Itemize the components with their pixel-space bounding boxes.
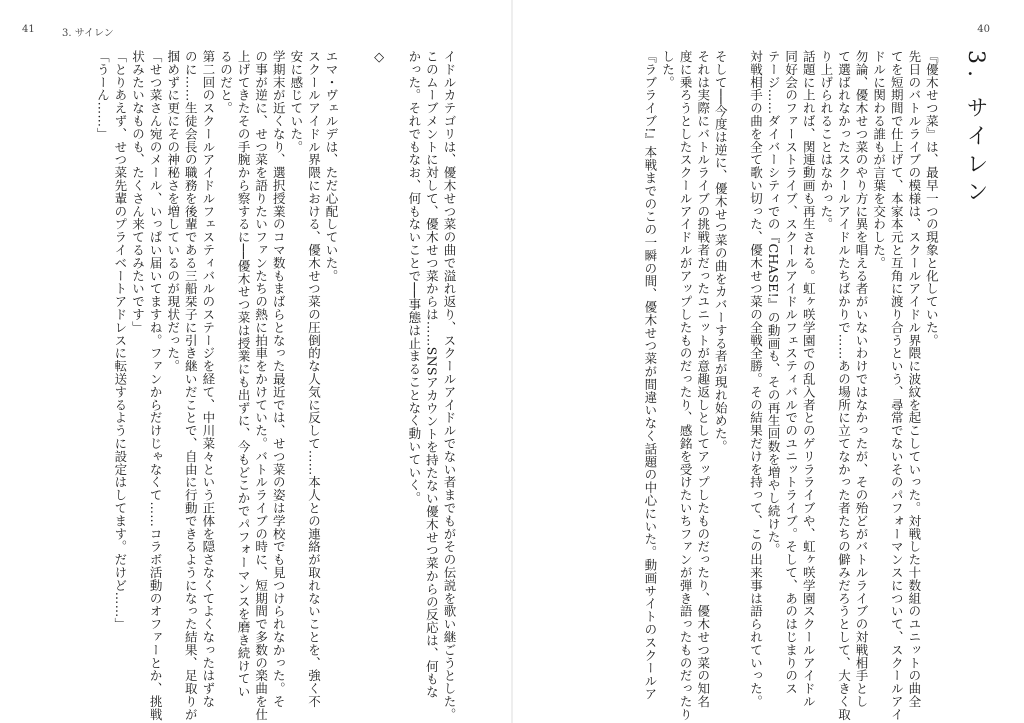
text-column: 安に感じていた。: [288, 50, 304, 154]
text-column: り上げられることはなかった。: [818, 50, 834, 231]
text-column: した。: [660, 50, 676, 89]
left-running-title: 3. サイレン: [62, 28, 114, 39]
text-column: 掴めずに更にその神秘さを増しているのが現状だった。: [165, 50, 181, 373]
text-column: 「とりあえず、せつ菜先輩のプライベートアドレスに転送するように設定はしてます。だけど……」: [112, 50, 128, 631]
text-column: のに……生徒会長の職務を後輩である三船栞子に引き継いだことで、自由に行動できるようになった結果、足取りが: [183, 50, 199, 721]
blank-column: [340, 50, 358, 690]
blank-column: [729, 50, 747, 690]
text-column: 『ラブライブ!』本戦までのこの一瞬の間、優木せつ菜が間違いなく話題の中心にいた。動画サイトのスクールア: [642, 50, 658, 701]
text-column: 学期末が近くなり、選択授業のコマ数もまばらとなった最近では、せつ菜の姿は学校でも見つけられなかった。そ: [271, 50, 287, 708]
section-break-diamond: ◇: [371, 50, 387, 66]
text-column: かった。それでもなお、何もないことで──事態は止まることなく動いていく。: [406, 50, 422, 505]
text-column: 状みたいなものも、たくさん来てるみたいです」: [130, 50, 146, 334]
text-column: 度に乗ろうとしたスクールアイドルがアップしたものだったり、感銘を受けたいちファンが弾き語ったものだったり: [678, 50, 694, 721]
text-column: ドルに関わる誰もが言葉を交わした。: [871, 50, 887, 270]
left-body-text: [38, 50, 458, 721]
text-column: 第二回のスクールアイドルフェスティバルのステージを経て、中川菜々という正体を隠さなくてよくなったはずな: [200, 50, 216, 708]
text-column: そして──今度は逆に、優木せつ菜の曲をカバーする者が現れ始めた。: [713, 50, 729, 453]
text-column: て選ばれなかったスクールアイドルたちばかりで……あの場所に立てなかった者たちの僻みだろうとして、大きく取: [836, 50, 852, 721]
text-column: 勿論、優木せつ菜のやり方に異を唱える者がいないわけではなかったが、その殆どがバトルライブの対戦相手とし: [854, 50, 870, 708]
text-column: 上げてきたその手腕から察するに──優木せつ菜は授業にも出ずに、今もどこかでパフォーマンスを磨き続けてい: [236, 50, 252, 698]
left-page: [0, 0, 511, 723]
text-column: の事が逆に、せつ菜を語りたいファンたちの熱に拍車をかけていた。バトルライブの時に、短期間で多数の楽曲を仕: [253, 50, 269, 721]
text-column: 「うーん……」: [95, 50, 111, 141]
text-column: それは実際にバトルライブの挑戦者だったユニットが意趣返しとしてアップしたものだったり、優木せつ菜の知名: [695, 50, 711, 708]
text-column: るのだと。: [218, 50, 234, 115]
text-column: 話題に上れば、関連動画も再生される。虹ヶ咲学園での乱入者とのゲリラライブや、虹ヶ咲学園スクールアイドル: [801, 50, 817, 708]
right-page-number: 40: [977, 24, 990, 35]
text-column: てを短期間で仕上げて、本家本元と互角に渡り合うという、尋常でないそのパフォーマンスについて、スクールアイ: [889, 50, 905, 721]
text-column: スクールアイドル界隈における、優木せつ菜の圧倒的な人気に反して……本人との連絡が取れないことを、強く不: [306, 50, 322, 708]
text-column: 先日のバトルライブの模様は、スクールアイドル界隈に波紋を起こしていった。対戦した十数組のユニットの曲全: [906, 50, 922, 708]
left-page-number: 41: [22, 24, 35, 35]
text-column: エマ・ヴェルデは、ただ心配していた。: [324, 50, 340, 283]
text-column: 『優木せつ菜』は、最早一つの現象と化していた。: [924, 50, 940, 347]
text-column: このムーブメントに対して、優木せつ菜からは……SNSアカウントを持たない優木せつ菜からの反応は、何もな: [424, 50, 440, 699]
text-column: 「せつ菜さん宛のメール、いっぱい届いてますね。ファンからだけじゃなくて……コラボ活動のオファーとか、挑戦: [148, 50, 164, 721]
text-column: 同好会のファーストライブ、スクールアイドルフェスティバルでのユニットライブ。そして、あのはじまりのス: [783, 50, 799, 695]
chapter-title: 3. サイレン: [963, 50, 988, 208]
right-body-text: [523, 50, 988, 721]
text-column: テージ……ダイバーシティでの『CHASE!』の動画も、その再生回数を増やし続けた。: [766, 50, 782, 557]
text-column: 対戦相手の曲を全て歌い切った、優木せつ菜の全戦全勝。その結果だけを持って、この出来事は語られていった。: [748, 50, 764, 708]
right-page: [513, 0, 1024, 723]
blank-column: [388, 50, 406, 690]
text-column: イドルカテゴリは、優木せつ菜の曲で溢れ返り、スクールアイドルでない者までもがその伝説を歌い継ごうとした。: [442, 50, 457, 721]
